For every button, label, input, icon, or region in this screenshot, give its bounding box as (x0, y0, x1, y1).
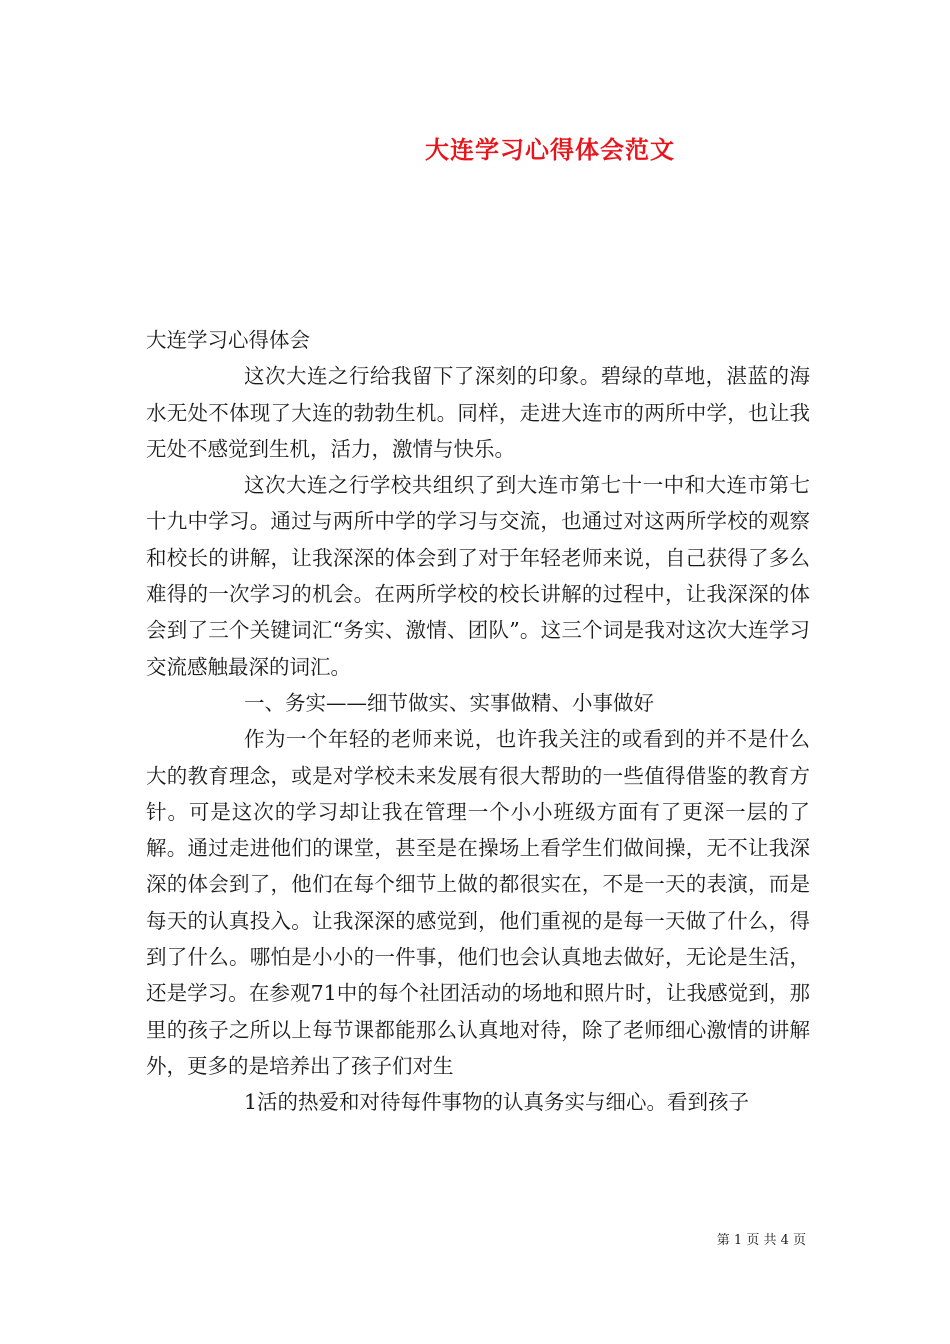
document-body (146, 322, 810, 1121)
paragraph: 1活的热爱和对待每件事物的认真务实与细心。看到孩子 (244, 1090, 750, 1115)
paragraph: 这次大连之行学校共组织了到大连市第七十一中和大连市第七十九中学习。通过与两所中学的学习与交流，也通过对这两所学校的观察和校长的讲解，让我深深的体会到了对于年轻老师来说，自己获得了多么难得的一次学习的机会。在两所学校的校长讲解的过程中，让我深深的体会到了三个关键词汇“务实、激情、团队”。这三个词是我对这次大连学习交流感触最深的词汇。 (146, 473, 810, 679)
document-subtitle: 大连学习心得体会 (146, 328, 310, 352)
paragraph: 这次大连之行给我留下了深刻的印象。碧绿的草地，湛蓝的海水无处不体现了大连的勃勃生机。同样，走进大连市的两所中学，也让我无处不感觉到生机，活力，激情与快乐。 (146, 364, 810, 461)
page-number-footer: 第 1 页 共 4 页 (716, 1233, 806, 1248)
document-title: 大连学习心得体会范文 (425, 135, 675, 164)
paragraph: 作为一个年轻的老师来说，也许我关注的或看到的并不是什么大的教育理念，或是对学校未来发展有很大帮助的一些值得借鉴的教育方针。可是这次的学习却让我在管理一个小小班级方面有了更深一层的了解。通过走进他们的课堂，甚至是在操场上看学生们做间操，无不让我深深的体会到了，他们在每个细节上做的都很实在，不是一天的表演，而是每天的认真投入。让我深深的感觉到，他们重视的是每一天做了什么，得到了什么。哪怕是小小的一件事，他们也会认真地去做好，无论是生活，还是学习。在参观71中的每个社团活动的场地和照片时，让我感觉到，那里的孩子之所以上每节课都能那么认真地对待，除了老师细心激情的讲解外，更多的是培养出了孩子们对生 (146, 727, 810, 1078)
section-heading: 一、务实——细节做实、实事做精、小事做好 (244, 690, 654, 715)
